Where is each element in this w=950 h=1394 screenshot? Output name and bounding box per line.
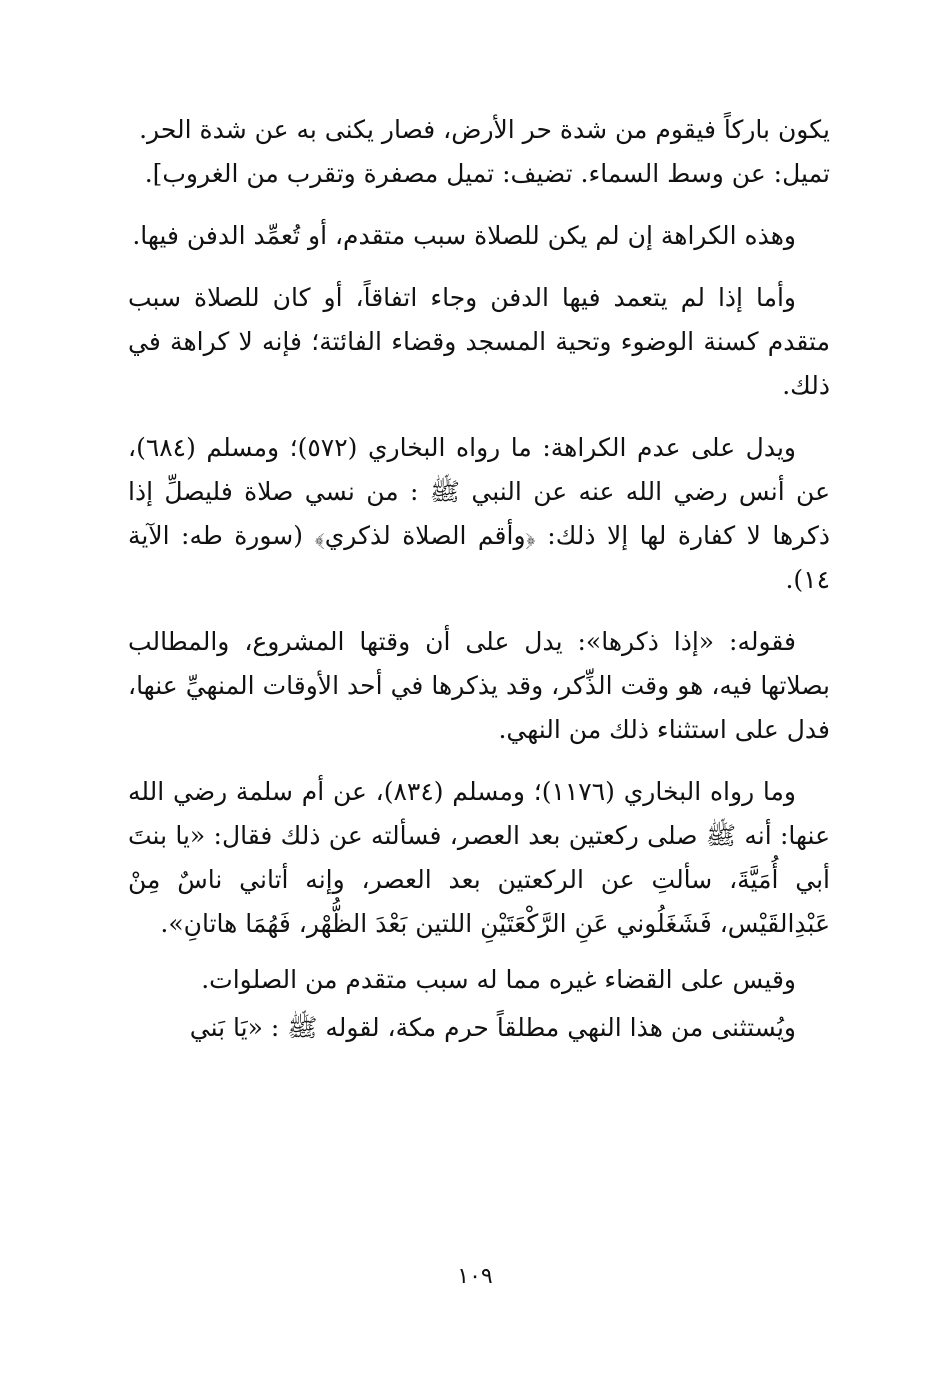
paragraph-footnote-continuation	[128, 108, 830, 196]
paragraph-makkah-exception: ويُستثنى من هذا النهي مطلقاً حرم مكة، لقوله ﷺ : «يَا بَني	[189, 1013, 796, 1042]
paragraph-explanation: فقوله: «إذا ذكرها»: يدل على أن وقتها المشروع، والمطالب بصلاتها فيه، هو وقت الذِّكر، وقد يذكرها في أحد الأوقات المنهيِّ عنها، فدل على استثناء ذلك من النهي.	[128, 627, 830, 744]
paragraph-evidence-anas: ويدل على عدم الكراهة: ما رواه البخاري (٥٧٢)؛ ومسلم (٦٨٤)، عن أنس رضي الله عنه عن النبي ﷺ : من نسي صلاة فليصلِّ إذا ذكرها لا كفارة لها إلا ذلك: ﴿وأقم الصلاة لذكري﴾ (سورة طه: الآية ١٤).	[128, 433, 830, 594]
page-number: ١٠٩	[457, 1264, 493, 1289]
paragraph-analogy: وقيس على القضاء غيره مما له سبب متقدم من الصلوات.	[201, 965, 796, 994]
text-line: يكون باركاً فيقوم من شدة حر الأرض، فصار يكنى به عن شدة الحر.	[139, 115, 830, 144]
paragraph-karaha-condition: وهذه الكراهة إن لم يكن للصلاة سبب متقدم، أو تُعمِّد الدفن فيها.	[132, 221, 796, 250]
page-body	[128, 108, 830, 1050]
paragraph-evidence-umm-salama: وما رواه البخاري (١١٧٦)؛ ومسلم (٨٣٤)، عن أم سلمة رضي الله عنها: أنه ﷺ صلى ركعتين بعد العصر، فسألته عن ذلك فقال: «يا بنتَ أبي أُمَيَّةَ، سألتِ عن الركعتين بعد العصر، وإنه أتاني ناسٌ مِنْ عَبْدِالقَيْس، فَشَغَلُوني عَنِ الرَّكْعَتَيْنِ اللتين بَعْدَ الظُّهْر، فَهُمَا هاتانِ».	[128, 777, 830, 938]
text-line: تميل: عن وسط السماء. تضيف: تميل مصفرة وتقرب من الغروب].	[144, 159, 830, 188]
paragraph-no-karaha: وأما إذا لم يتعمد فيها الدفن وجاء اتفاقاً، أو كان للصلاة سبب متقدم كسنة الوضوء وتحية المسجد وقضاء الفائتة؛ فإنه لا كراهة في ذلك.	[128, 283, 830, 400]
